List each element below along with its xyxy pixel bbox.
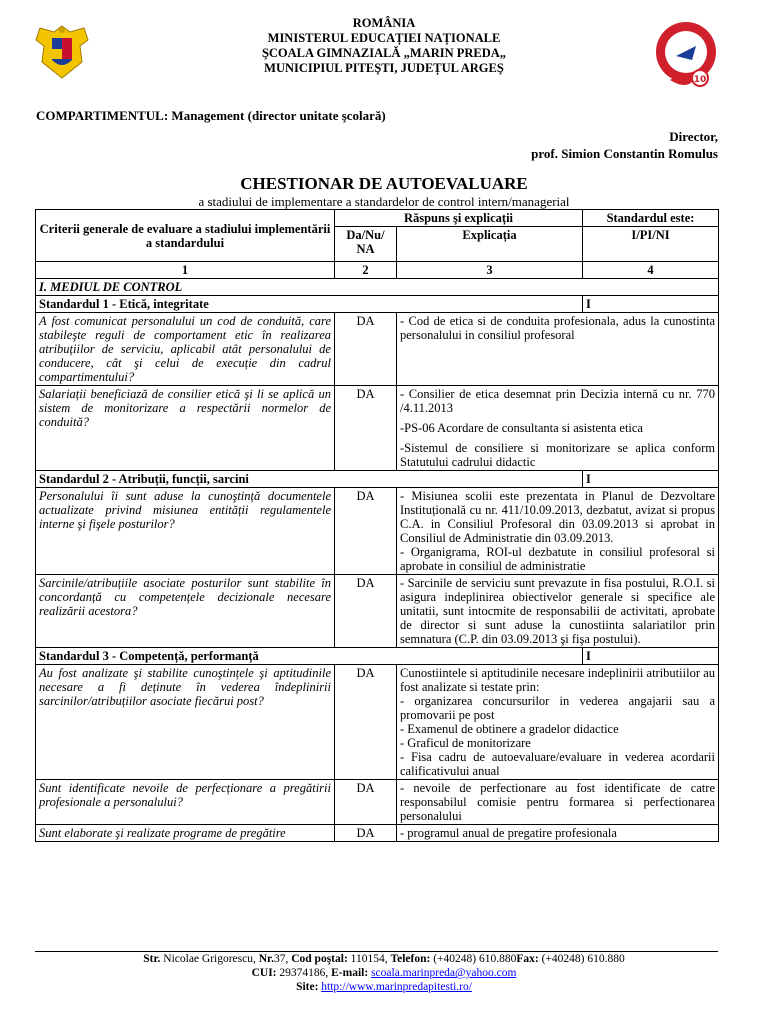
table-row (36, 825, 719, 842)
explanation-cell: - nevoile de perfectionare au fost identificate de catre responsabilul comisie pentru formarea si perfectionarea personalului (397, 780, 719, 825)
col-number: 3 (397, 262, 583, 279)
column-number-row (36, 262, 719, 279)
question-cell: Au fost analizate şi stabilite cunoştințele şi aptitudinile necesare a fi deținute în vederea îndeplinirii sarcinilor/atribuțiilor asociate fiecărui post? (36, 665, 335, 780)
standard-row (36, 296, 719, 313)
site-label: Site: (296, 981, 319, 993)
question-cell: Sunt identificate nevoile de perfecționare a pregătirii profesionale a personalului? (36, 780, 335, 825)
explanation-line: - Organigrama, ROI-ul dezbatute in consiliul profesoral si aprobate in consiliul de administratie (400, 545, 715, 573)
site-link[interactable]: http://www.marinpredapitesti.ro/ (321, 981, 472, 993)
table-row (36, 313, 719, 386)
phone-label: Telefon: (390, 953, 431, 965)
table-row (36, 665, 719, 780)
street-label: Str. (143, 953, 161, 965)
col-number: 1 (36, 262, 335, 279)
municipality-line: MUNICIPIUL PITEŞTI, JUDEȚUL ARGEŞ (264, 61, 504, 75)
standard-row (36, 648, 719, 665)
footer-site-line (0, 980, 768, 994)
explanation-cell: - programul anual de pregatire profesionala (397, 825, 719, 842)
explanation-line: -Sistemul de consiliere si monitorizare se aplica conform Statutului cadrului didactic (400, 441, 715, 469)
director-block (531, 128, 718, 162)
header-response: Răspuns şi explicații (335, 210, 583, 227)
question-cell: Personalului îi sunt aduse la cunoştință documentele actualizate privind misiunea entității regulamentele interne şi fişele posturilor? (36, 488, 335, 575)
question-cell: Salariații beneficiază de consilier etică şi li se aplică un sistem de monitorizare a respectării normelor de conduită? (36, 386, 335, 471)
answer-cell: DA (335, 825, 397, 842)
fax-label: Fax: (516, 953, 539, 965)
header-ipini: I/PI/NI (583, 227, 719, 262)
fax-value: (+40248) 610.880 (538, 953, 625, 965)
table-row (36, 488, 719, 575)
standard-title: Standardul 1 - Etică, integritate (36, 296, 583, 313)
table-header-row (36, 210, 719, 227)
postal-value: 110154, (347, 953, 391, 965)
footer (0, 952, 768, 994)
number-label: Nr. (258, 953, 274, 965)
school-line: ŞCOALA GIMNAZIALĂ „MARIN PREDA„ (261, 46, 507, 60)
answer-cell: DA (335, 780, 397, 825)
explanation-line: - organizarea concursurilor in vederea angajarii sau a promovarii pe post (400, 694, 715, 722)
questionnaire-table (35, 209, 719, 842)
col-number: 2 (335, 262, 397, 279)
email-label: E-mail: (331, 967, 369, 979)
section-title: I. MEDIUL DE CONTROL (36, 279, 719, 296)
explanation-cell (397, 665, 719, 780)
question-cell: Sarcinile/atribuțiile asociate posturilor sunt stabilite în concordanță cu competențele decizionale necesare realizării acestora? (36, 575, 335, 648)
standard-title: Standardul 2 - Atribuții, funcții, sarcini (36, 471, 583, 488)
explanation-cell (397, 488, 719, 575)
answer-cell: DA (335, 575, 397, 648)
col-number: 4 (583, 262, 719, 279)
answer-cell: DA (335, 386, 397, 471)
header-standard: Standardul este: (583, 210, 719, 227)
school-logo-icon (650, 16, 728, 94)
header-danu: Da/Nu/ NA (335, 227, 397, 262)
explanation-cell (397, 386, 719, 471)
explanation-line: - Graficul de monitorizare (400, 736, 531, 750)
standard-title: Standardul 3 - Competență, performanță (36, 648, 583, 665)
explanation-line: - Fisa cadru de autoevaluare/evaluare in vederea acordarii calificativului anual (400, 750, 715, 778)
country-line: ROMÂNIA (352, 16, 416, 30)
question-cell: Sunt elaborate şi realizate programe de pregătire (36, 825, 335, 842)
explanation-line: - Consilier de etica desemnat prin Decizia internă cu nr. 770 /4.11.2013 (400, 387, 715, 415)
explanation-line: Cunostiintele si aptitudinile necesare indeplinirii atributiilor au fost analizate si testate prin: (400, 666, 715, 694)
document-title: CHESTIONAR DE AUTOEVALUARE (240, 174, 528, 193)
answer-cell: DA (335, 313, 397, 386)
ministry-line: MINISTERUL EDUCAȚIEI NAȚIONALE (267, 31, 501, 45)
explanation-cell: - Cod de etica si de conduita profesionala, adus la cunostinta personalului in consiliul profesoral (397, 313, 719, 386)
explanation-line: - Examenul de obtinere a gradelor didactice (400, 722, 619, 736)
director-name: prof. Simion Constantin Romulus (531, 146, 718, 161)
number-value: 37, (273, 953, 292, 965)
explanation-cell: - Sarcinile de serviciu sunt prevazute in fisa postului, R.O.I. si asigura indeplinirea obiectivelor generale si specifice ale unitatii, sunt intocmite de responsabilii de activitati, aprobate de director si sunt aduse la cunostiinta salariatilor prin semnatura (C.P. din 03.09.2013 şi fişa postului). (397, 575, 719, 648)
section-row (36, 279, 719, 296)
email-link[interactable]: scoala.marinpreda@yahoo.com (371, 967, 517, 979)
phone-value: (+40248) 610.880 (430, 953, 517, 965)
standard-row (36, 471, 719, 488)
standard-value: I (583, 471, 719, 488)
document-subtitle: a stadiului de implementare a standardelor de control intern/managerial (198, 194, 570, 209)
footer-contact-line (0, 966, 768, 980)
table-row (36, 575, 719, 648)
standard-value: I (583, 296, 719, 313)
answer-cell: DA (335, 665, 397, 780)
table-row (36, 780, 719, 825)
footer-address-line (0, 952, 768, 966)
romania-coat-of-arms-icon (32, 22, 92, 84)
postal-label: Cod poştal: (291, 953, 348, 965)
svg-text:10: 10 (693, 75, 707, 85)
explanation-line: - Misiunea scolii este prezentata in Planul de Dezvoltare Instituțională cu nr. 411/10.09.2013, dezbatut, avizat si propus C.A. in Consiliul Profesoral din 03.09.2013 si aprobat in Consiliul de Administratie din 03.09.2013. (400, 489, 715, 545)
table-row (36, 386, 719, 471)
compartment-line: COMPARTIMENTUL: Management (director unitate şcolară) (36, 108, 386, 123)
standard-value: I (583, 648, 719, 665)
answer-cell: DA (335, 488, 397, 575)
question-cell: A fost comunicat personalului un cod de conduită, care stabileşte reguli de comportament etic în realizarea atribuțiilor de serviciu, aplicabil atât personalului de conducere, cât şi celui de execuție din cadrul compartimentului? (36, 313, 335, 386)
header-explanation: Explicația (397, 227, 583, 262)
cui-value: 29374186, (276, 967, 332, 979)
header-criteria: Criterii generale de evaluare a stadiului implementării a standardului (36, 210, 335, 262)
director-title: Director, (669, 129, 718, 144)
explanation-line: -PS-06 Acordare de consultanta si asistenta etica (400, 421, 643, 435)
cui-label: CUI: (251, 967, 277, 979)
street-value: Nicolae Grigorescu, (160, 953, 259, 965)
